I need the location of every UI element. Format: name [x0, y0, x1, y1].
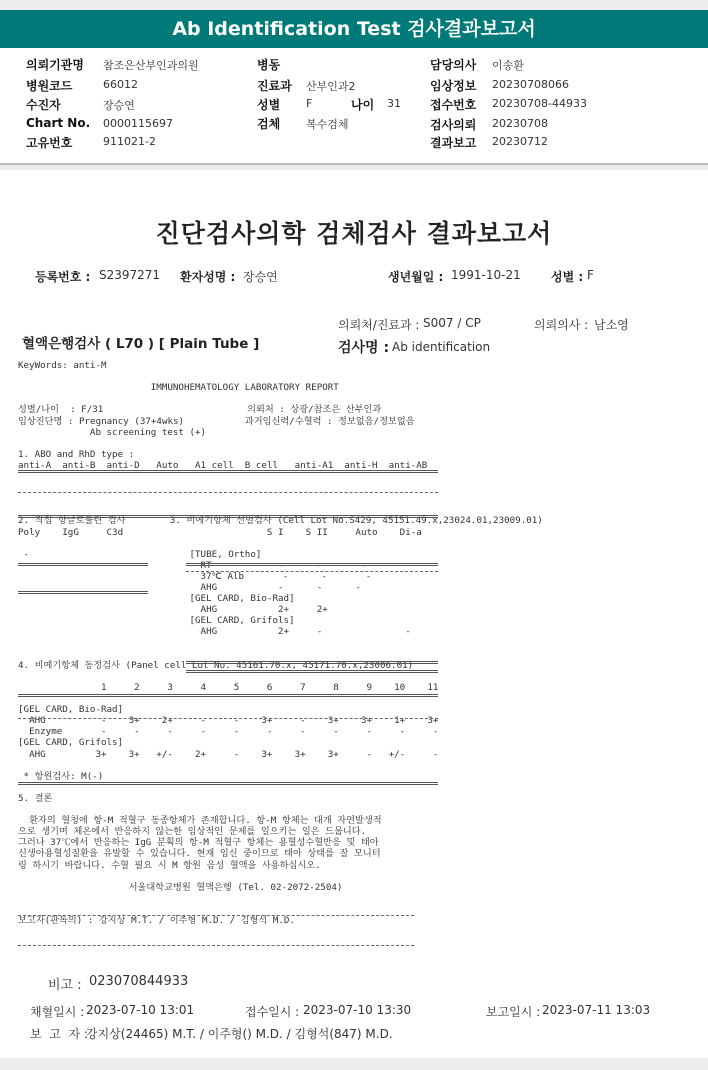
label-institution: 의뢰기관명 [26, 58, 84, 72]
report-line: - [TUBE, Ortho] [18, 548, 262, 560]
report-line: 2. 직접 항글로불린 검사 3. 비예기항체 선별검사 (Cell Lot No.S429, 45151.49.x,23024.01,23009.01) [18, 515, 543, 527]
value-patient: 장승연 [103, 99, 135, 112]
label-reporter: 보 고 자 : [30, 1027, 88, 1041]
divider [18, 470, 438, 473]
divider [18, 515, 438, 518]
report-line: Ab screening test (+) [18, 426, 207, 438]
label-department: 진료과 [257, 79, 292, 93]
value-note: 023070844933 [89, 974, 189, 989]
report-line: RT - - - [18, 559, 367, 571]
report-line: 그러나 37℃에서 반응하는 IgG 분획의 항-M 적혈구 항체는 용혈성수혈반응 및 태아 [18, 837, 379, 849]
divider [18, 563, 148, 566]
divider [18, 591, 148, 594]
value-sex: F [306, 97, 313, 110]
value-hospital-code: 66012 [103, 78, 138, 91]
divider [186, 661, 438, 664]
label-specimen: 검체 [257, 117, 281, 131]
report-line: [GEL CARD, Grifols] [18, 737, 124, 749]
report-line: 링 하시기 바랍니다. 수혈 필요 시 M 항원 음성 혈액을 사용하십시오. [18, 859, 321, 871]
label-note: 비고 : [48, 978, 82, 993]
value-requester-dept: S007 / CP [423, 316, 481, 330]
divider [186, 563, 438, 566]
label-dob: 생년월일 : [388, 270, 444, 284]
section-title: 혈액은행검사 ( L70 ) [ Plain Tube ] [22, 336, 260, 352]
value-age: 31 [387, 97, 401, 110]
value-chart-no: 0000115697 [103, 117, 173, 130]
report-line: 환자의 혈청에 항-M 적혈구 동종항체가 존재합니다. 항-M 항체는 대개 자연발생적 [18, 815, 382, 827]
report-line: * 항원검사: M(-) [18, 770, 104, 782]
report-line: IMMUNOHEMATOLOGY LABORATORY REPORT [18, 382, 339, 394]
report-line: AHG 2+ - - [18, 626, 411, 638]
value-patient-name: 장승연 [243, 270, 278, 284]
page-title: Ab Identification Test 검사결과보고서 [0, 10, 708, 48]
label-requesting-doctor: 의뢰의사 : [534, 318, 589, 332]
label-clinical-info: 임상정보 [430, 79, 477, 93]
value-report-time: 2023-07-11 13:03 [542, 1003, 651, 1017]
label-exam-name: 검사명 : [338, 340, 390, 356]
label-receipt-time: 접수일시 : [245, 1005, 300, 1019]
value-requesting-doctor: 남소영 [594, 318, 629, 332]
divider [18, 718, 438, 719]
label-sex: 성별 [257, 98, 281, 112]
label-patient-name: 환자성명 : [180, 270, 236, 284]
report-line: AHG 2+ 2+ [18, 604, 328, 616]
value-exam-name: Ab identification [392, 340, 491, 354]
report-line: 37℃ Alb - - - [18, 570, 372, 582]
report-line: 으로 생기며 체온에서 반응하지 않는한 임상적인 문제를 일으키는 일은 드뭅니다. [18, 826, 367, 838]
report-line: Enzyme - - - - - - - - - - - [18, 726, 439, 738]
divider [18, 694, 438, 697]
label-receipt-no: 접수번호 [430, 98, 477, 112]
report-line: Poly IgG C3d S I S II Auto Di-a [18, 526, 422, 538]
report-line: 임상진단명 : Pregnancy (37+4wks) 과거임신력/수혈력 : 정보없음/정보없음 [18, 415, 415, 427]
label-report-sex: 성별 : [551, 270, 584, 284]
report-line: 1 2 3 4 5 6 7 8 9 10 11 [18, 681, 439, 693]
value-receipt-time: 2023-07-10 13:30 [303, 1003, 412, 1017]
report-line: 서울대학교병원 혈액은행 (Tel. 02-2072-2504) [18, 881, 343, 893]
lab-report-page [0, 170, 708, 1058]
report-line: 5. 결론 [18, 792, 53, 804]
divider [186, 670, 438, 673]
report-line: 1. ABO and RhD type : [18, 448, 135, 460]
label-patient: 수진자 [26, 98, 61, 112]
report-line: KeyWords: anti-M [18, 360, 107, 371]
label-report-time: 보고일시 : [486, 1005, 541, 1019]
report-line: 성별/나이 : F/31 의뢰처 : 상광/참조은 산부인과 [18, 404, 382, 416]
request-info-header [0, 48, 708, 165]
report-line: 보고자(판독의) : 강지상 M.T. / 이주형 M.D. / 김형석 M.D. [18, 915, 295, 926]
report-line: AHG 3+ 3+ +/- 2+ - 3+ 3+ 3+ - +/- - [18, 748, 439, 760]
label-requester-dept: 의뢰처/진료과 : [338, 318, 420, 332]
report-line: 4. 비예기항체 동정검사 (Panel cell Lot No. 45161.70.x, 45171.70.x,23006.01) [18, 659, 414, 671]
report-line: [GEL CARD, Grifols] [18, 615, 295, 627]
divider [18, 492, 438, 493]
value-doctor: 이송환 [492, 59, 524, 72]
report-line: [GEL CARD, Bio-Rad] [18, 704, 124, 716]
value-test-request: 20230708 [492, 117, 548, 130]
report-line: AHG - - - [18, 582, 361, 593]
report-line: anti-A anti-B anti-D Auto A1 cell B cell anti-A1 anti-H anti-AB [18, 459, 428, 471]
report-line: AHG - 3+ 2+ - - 3+ - 3+ 3+ 1+ 3+ [18, 715, 439, 727]
value-dob: 1991-10-21 [451, 268, 521, 282]
report-title: 진단검사의학 검체검사 결과보고서 [155, 219, 553, 248]
label-test-request: 검사의뢰 [430, 118, 477, 132]
label-hospital-code: 병원코드 [26, 79, 73, 93]
value-reporter: 강지상(24465) M.T. / 이주형() M.D. / 김형석(847) M.D. [86, 1027, 393, 1041]
label-doctor: 담당의사 [430, 58, 477, 72]
divider [18, 945, 414, 946]
divider [186, 571, 438, 572]
value-institution: 참조은산부인과의원 [103, 59, 199, 72]
value-department: 산부인과2 [306, 80, 356, 93]
value-specimen: 복수검체 [306, 118, 349, 131]
divider [18, 782, 438, 785]
report-line: [GEL CARD, Bio-Rad] [18, 593, 295, 605]
value-clinical-info: 20230708066 [492, 78, 569, 91]
label-unique-no: 고유번호 [26, 136, 73, 150]
value-registration: S2397271 [99, 268, 161, 282]
label-collection-time: 채혈일시 : [30, 1005, 85, 1019]
report-line: 신생아용혈성질환을 유발할 수 있습니다. 현재 임신 중이므로 태아 상태를 잘 모니터 [18, 848, 381, 860]
value-unique-no: 911021-2 [103, 135, 156, 148]
label-age: 나이 [351, 98, 375, 112]
value-report-sex: F [587, 268, 594, 282]
label-registration: 등록번호 : [35, 270, 91, 284]
label-chart-no: Chart No. [26, 116, 91, 130]
value-collection-time: 2023-07-10 13:01 [86, 1003, 195, 1017]
value-result-report: 20230712 [492, 135, 548, 148]
divider [18, 915, 414, 916]
label-ward: 병동 [257, 58, 281, 72]
label-result-report: 결과보고 [430, 136, 477, 150]
value-receipt-no: 20230708-44933 [492, 97, 587, 110]
